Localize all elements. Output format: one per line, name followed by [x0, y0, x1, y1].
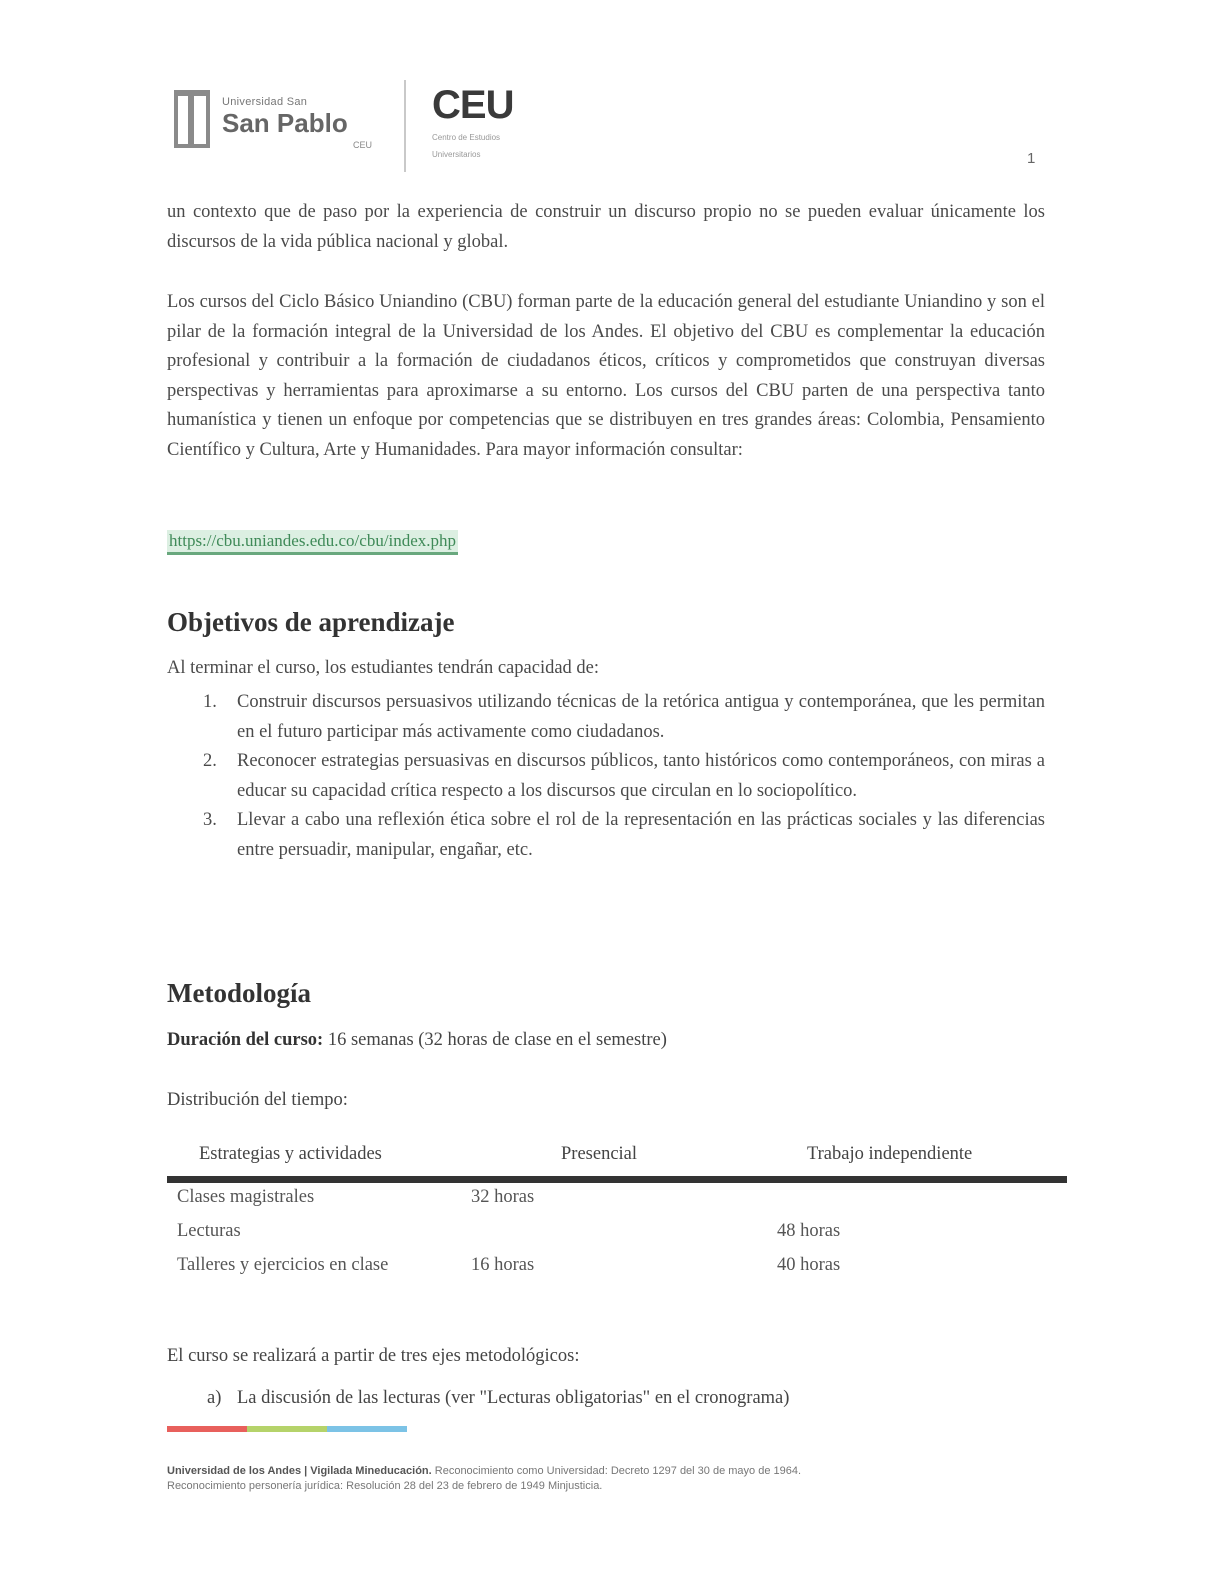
- methodology-heading: Metodología: [167, 978, 311, 1008]
- page-header: [170, 80, 1050, 180]
- duration-value: 16 semanas (32 horas de clase en el semestre): [327, 1030, 667, 1050]
- table-cell: 48 horas: [777, 1221, 841, 1241]
- page-number: 1: [1027, 150, 1036, 167]
- table-row: [167, 1183, 1067, 1217]
- column-header-activities: Estrategias y actividades: [199, 1144, 382, 1164]
- list-item-text: La discusión de las lecturas (ver "Lecturas obligatorias" en el cronograma): [237, 1388, 790, 1408]
- university-logo-mark: [174, 90, 210, 148]
- table-cell: 40 horas: [777, 1255, 841, 1275]
- footer-color-bar-red: [167, 1426, 247, 1432]
- table-cell: Clases magistrales: [177, 1187, 315, 1207]
- ceu-subtitle-1: Centro de Estudios: [432, 133, 501, 142]
- logo-separator: [404, 80, 406, 172]
- footer-recognition: Reconocimiento como Universidad: Decreto 1297 del 30 de mayo de 1964.: [431, 1465, 802, 1477]
- ceu-subtitle-2: Universitarios: [432, 150, 481, 159]
- logo-line-3: CEU: [352, 140, 372, 150]
- footer-institution: Universidad de los Andes | Vigilada Mineducación.: [167, 1465, 432, 1477]
- table-header: [167, 1140, 1067, 1183]
- footer-color-bar-green: [247, 1426, 327, 1432]
- objectives-heading: Objetivos de aprendizaje: [167, 607, 455, 637]
- time-distribution-table: [167, 1140, 1067, 1285]
- cbu-link[interactable]: https://cbu.uniandes.edu.co/cbu/index.php: [167, 530, 458, 555]
- list-item-number: 1.: [203, 692, 217, 712]
- table-cell: Talleres y ejercicios en clase: [177, 1255, 389, 1275]
- footer-line-2: Reconocimiento personería jurídica: Resolución 28 del 23 de febrero de 1949 Minjusticia.: [167, 1480, 603, 1492]
- column-header-presencial: Presencial: [561, 1144, 638, 1164]
- table-cell: Lecturas: [177, 1221, 241, 1241]
- paragraph-cbu: Los cursos del Ciclo Básico Uniandino (CBU) forman parte de la educación general del estudiante Uniandino y son el pilar de la formación integral de la Universidad de los Andes. El objetivo del CBU es complementar la educación profesional y contribuir a la formación de ciudadanos éticos, críticos y comprometidos que construyan diversas perspectivas y herramientas para aproximarse a su entorno. Los cursos del CBU parten de una perspectiva tanto humanística y tienen un enfoque por competencias que se distribuyen en tres grandes áreas: Colombia, Pensamiento Científico y Cultura, Arte y Humanidades. Para mayor información consultar:: [167, 292, 1045, 460]
- course-duration: [167, 1030, 667, 1051]
- list-item-text: Construir discursos persuasivos utilizando técnicas de la retórica antigua y contemporánea, que les permitan en el futuro participar más activamente como ciudadanos.: [237, 692, 1045, 742]
- list-item: [167, 747, 1045, 806]
- methodology-note: El curso se realizará a partir de tres ejes metodológicos:: [167, 1346, 580, 1366]
- table-row: [167, 1217, 1067, 1251]
- list-item-number: 3.: [203, 810, 217, 830]
- ceu-logo: [432, 84, 542, 170]
- objectives-list: [167, 688, 1045, 865]
- list-item-text: Llevar a cabo una reflexión ética sobre el rol de la representación en las prácticas sociales y las diferencias entre persuadir, manipular, engañar, etc.: [237, 810, 1045, 860]
- time-distribution-label: Distribución del tiempo:: [167, 1090, 348, 1110]
- list-item: [167, 688, 1045, 747]
- page-footer: [167, 1464, 927, 1494]
- objectives-intro: Al terminar el curso, los estudiantes tendrán capacidad de:: [167, 658, 600, 678]
- column-header-independent: Trabajo independiente: [807, 1144, 973, 1164]
- list-item-text: Reconocer estrategias persuasivas en discursos públicos, tanto históricos como contemporáneos, con miras a educar su capacidad crítica respecto a los discursos que circulan en lo sociopolítico.: [237, 751, 1045, 801]
- university-logo: [170, 86, 375, 166]
- list-item-letter: a): [207, 1388, 222, 1408]
- logo-line-1: Universidad San: [222, 96, 308, 108]
- table-cell: 16 horas: [471, 1255, 535, 1275]
- list-item: [167, 806, 1045, 865]
- paragraph-intro-continued: un contexto que de paso por la experiencia de construir un discurso propio no se pueden evaluar únicamente los discursos de la vida pública nacional y global.: [167, 202, 1045, 252]
- logo-line-2: San Pablo: [222, 108, 348, 138]
- duration-label: Duración del curso:: [167, 1030, 324, 1050]
- footer-color-bar-blue: [327, 1426, 407, 1432]
- table-cell: 32 horas: [471, 1187, 535, 1207]
- table-row: [167, 1251, 1067, 1285]
- list-item-number: 2.: [203, 751, 217, 771]
- footer-line-1: [167, 1464, 927, 1479]
- ceu-wordmark: CEU: [432, 83, 514, 127]
